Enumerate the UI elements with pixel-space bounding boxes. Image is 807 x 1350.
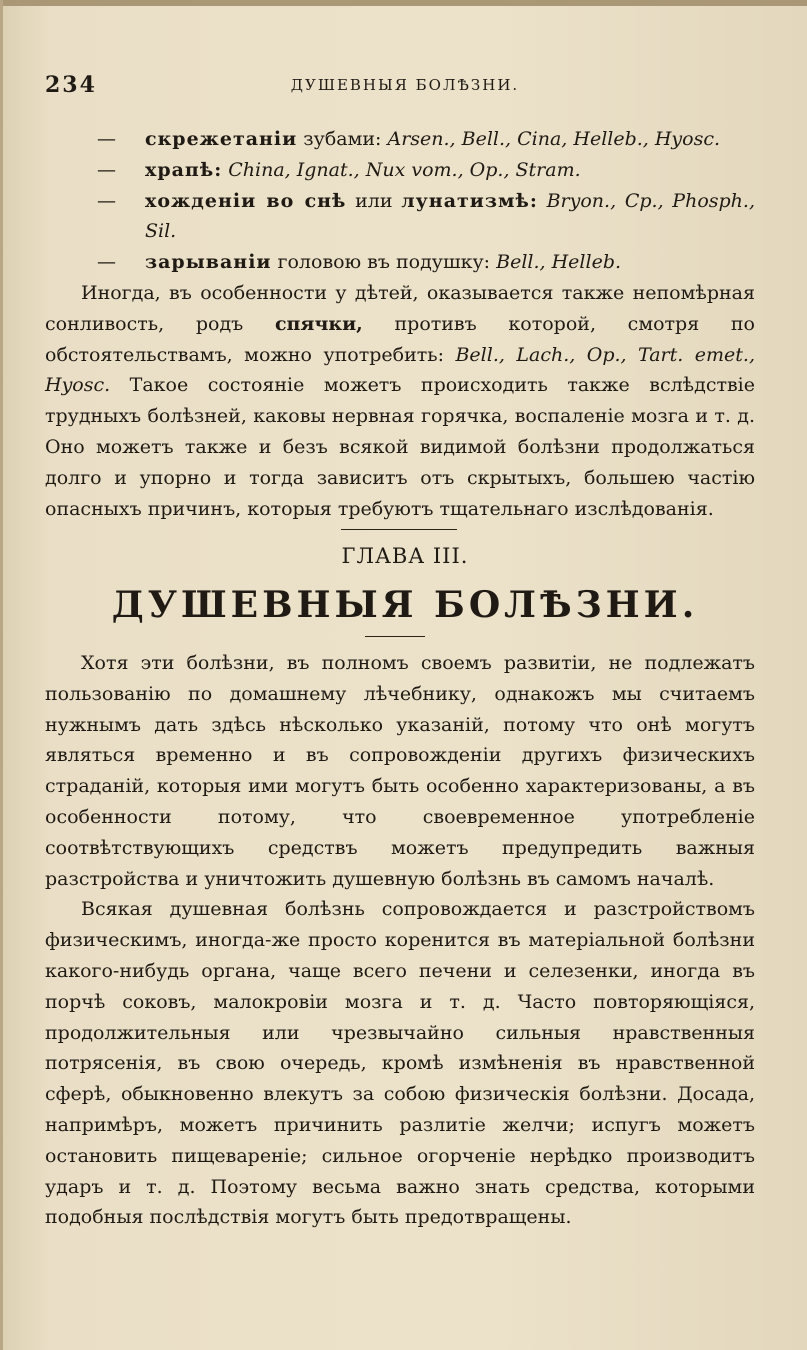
list-item xyxy=(45,247,755,278)
entry-remedies: Bell., Helleb. xyxy=(496,251,622,274)
paragraph-remedies: Bell., Lach., Op., Tart. emet., Hyosc. xyxy=(45,343,755,397)
entry-remedies: Arsen., Bell., Cina, Helleb., Hyosc. xyxy=(387,128,721,150)
dash: — xyxy=(97,128,116,150)
section-divider xyxy=(341,529,457,530)
paragraph-text: противъ которой, смотря по обстоятельствамъ, можно употребить: xyxy=(45,312,755,366)
chapter-label: ГЛАВА III. xyxy=(341,544,469,568)
page-edge xyxy=(3,0,807,6)
entry-term: скрежетаніи xyxy=(145,128,298,150)
paragraph xyxy=(45,278,755,524)
entry-text: зубами: xyxy=(297,128,388,150)
list-item xyxy=(45,124,755,155)
paragraph: Хотя эти болѣзни, въ полномъ своемъ развитіи, не подлежатъ пользованію по домашнему лѣчебнику, однакожъ мы считаемъ нужнымъ дать здѣсь нѣсколько указаній, потому что онѣ могутъ являться временно и въ сопровожденіи другихъ физическихъ страданій, которыя ими могутъ быть особенно характеризованы, а въ особенности потому, что своевременное употребленіе соотвѣтствующихъ средствъ можетъ предупредить важныя разстройства и уничтожить душевную болѣзнь въ самомъ началѣ. xyxy=(45,652,755,890)
list-item xyxy=(45,186,755,248)
title-divider xyxy=(365,636,425,637)
page-header xyxy=(45,72,765,102)
running-head: ДУШЕВНЫЯ БОЛѢЗНИ. xyxy=(290,76,520,94)
entry-remedies: China, Ignat., Nux vom., Op., Stram. xyxy=(228,158,581,181)
symptom-list xyxy=(45,124,755,524)
list-item xyxy=(45,155,755,186)
paragraph-bold: спячки, xyxy=(274,312,363,335)
entry-text: или xyxy=(346,189,402,212)
paragraph: Всякая душевная болѣзнь сопровождается и разстройствомъ физическимъ, иногда-же просто коренится въ матеріальной болѣзни какого-нибудь органа, чаще всего печени и селезенки, иногда въ порчѣ соковъ, малокровіи мозга и т. д. Часто повторяющіяся, продолжительныя или чрезвычайно сильныя нравственныя потрясенія, въ свою очередь, кромѣ измѣненія въ нравственной сферѣ, обыкновенно влекутъ за собою физическія болѣзни. Досада, напримѣръ, можетъ причинить разлитіе желчи; испугъ можетъ остановить пищевареніе; сильное огорченіе нерѣдко производитъ ударъ и т. д. Поэтому весьма важно знать средства, которыми подобныя послѣдствія могутъ быть предотвращены. xyxy=(45,898,755,1229)
paragraph-text: Иногда, въ особенности у дѣтей, оказывается также непомѣрная сонливость, родъ xyxy=(45,281,755,335)
entry-remedies: Bryon., Cp., Phosph., Sil. xyxy=(145,189,756,243)
dash: — xyxy=(97,251,116,274)
entry-term: зарываніи xyxy=(145,251,272,274)
entry-term: хожденіи во снѣ xyxy=(145,189,347,212)
entry-term: лунатизмѣ: xyxy=(401,189,538,212)
chapter-title: ДУШЕВНЫЯ БОЛѢЗНИ. xyxy=(111,584,699,626)
dash: — xyxy=(97,189,116,212)
page-number: 234 xyxy=(45,72,97,98)
entry-text: головою въ подушку: xyxy=(271,251,497,274)
entry-term: храпѣ: xyxy=(145,158,223,181)
body-text xyxy=(45,648,755,1233)
dash: — xyxy=(97,158,116,181)
paragraph-text: Такое состояніе можетъ происходить также вслѣдствіе трудныхъ болѣзней, каковы нервная горячка, воспаленіе мозга и т. д. Оно можетъ также и безъ всякой видимой болѣзни продолжаться долго и упорно и тогда зависитъ отъ скрытыхъ, большею частію опасныхъ причинъ, которыя требуютъ тщательнаго изслѣдованія. xyxy=(45,374,755,520)
